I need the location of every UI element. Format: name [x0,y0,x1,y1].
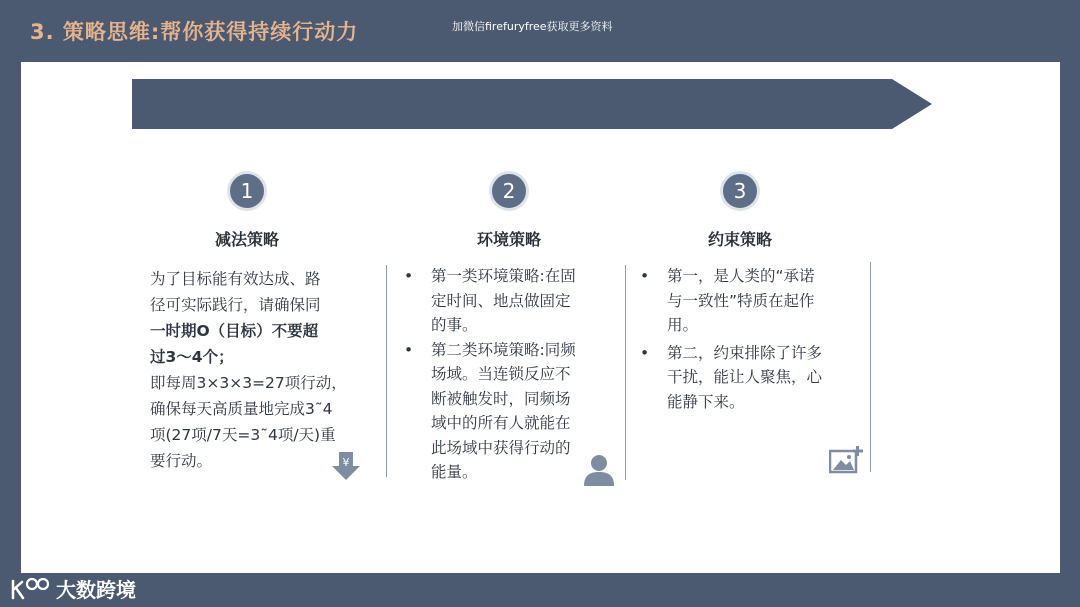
col2-bullet-line: 能量。 [431,463,478,481]
svg-text:¥: ¥ [342,456,350,469]
person-icon [582,452,616,486]
col2-bullet-line: 场域。当连锁反应不 [431,365,571,383]
col1-line: 为了目标能有效达成、路 [150,270,321,288]
col1-line: 径可实际践行，请确保同 [150,296,321,314]
yen-down-arrow-icon [330,450,362,482]
column-divider [625,265,626,480]
col3-bullet-line: • 第一，是人类的“承诺 [667,267,815,285]
step-1-title: 减法策略 [214,230,279,249]
step-2-circle: 2 [489,171,529,211]
col1-line: 项(27项/7天=3˜4项/天)重 [150,426,336,444]
col2-bullet-line: 断被触发时，同频场 [431,389,571,408]
col3-bullet [640,264,822,338]
step-3-circle: 3 [720,171,760,211]
step-1-circle: 1 [227,171,267,211]
col3-bullet [640,341,822,415]
col2-bullet-line: • 第一类环境策略:在固 [431,267,576,285]
watermark-text: 加微信firefuryfree获取更多资料 [452,20,613,33]
logo-text: 大数跨境 [56,578,136,602]
col1-line: 即每周3×3×3=27项行动， [150,374,347,392]
column-divider [870,262,871,472]
brand-logo [10,574,136,603]
col2-text [404,264,576,485]
col2-bullet-line: 域中的所有人就能在 [431,414,571,432]
col2-bullet-line: • 第二类环境策略:同频 [431,340,576,359]
col1-line: 一时期O（目标）不要超 [150,322,319,340]
col2-bullet [404,338,576,485]
col1-text [150,266,347,474]
timeline-arrow [112,79,932,134]
col3-bullet-line: 能静下来。 [667,392,745,411]
col3-bullet-line: 用。 [667,316,699,334]
col1-line: 要行动。 [150,452,213,470]
col3-bullet-line: 与一致性”特质在起作 [667,291,815,310]
col1-line: 确保每天高质量地完成3˜4 [150,400,333,418]
col3-text [640,264,822,414]
col2-bullet-line: 的事。 [431,316,478,334]
column-divider [386,265,387,477]
col3-bullet-line: 干扰，能让人聚焦，心 [667,368,823,386]
image-add-icon [829,446,863,474]
step-3-title: 约束策略 [707,230,772,249]
slide-title: 3. 策略思维:帮你获得持续行动力 [30,20,359,44]
col2-bullet-line: 此场域中获得行动的 [431,438,571,457]
step-2-title: 环境策略 [476,230,541,249]
col2-bullet [404,264,576,338]
col2-bullet-line: 定时间、地点做固定 [431,291,571,310]
logo-mark-icon [10,576,50,602]
col1-line: 过3～4个； [150,348,234,366]
col3-bullet-line: • 第二，约束排除了许多 [667,343,823,362]
